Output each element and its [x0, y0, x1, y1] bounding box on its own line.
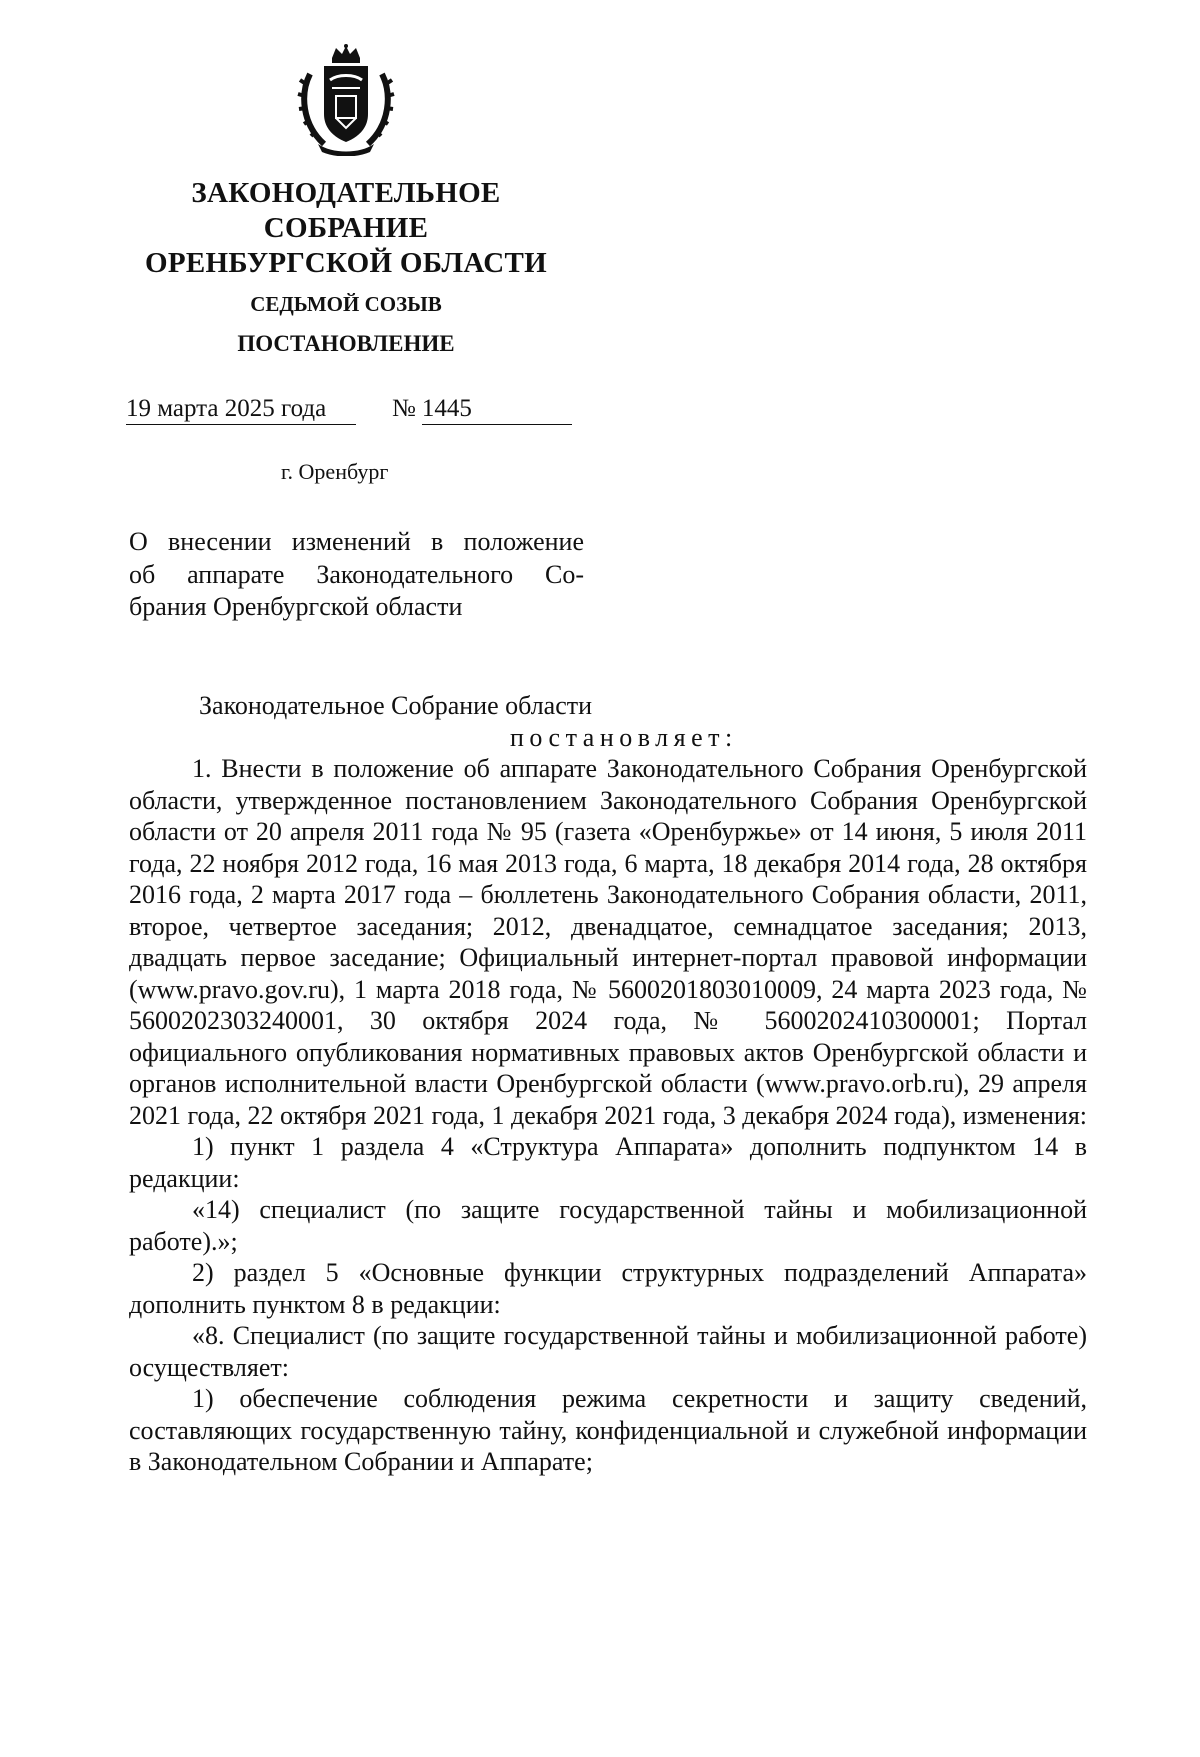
number-sign: № [392, 395, 416, 422]
assembly-line: Законодательное Собрание области [199, 691, 593, 720]
document-number-field [392, 394, 572, 425]
resolves-line: постановляет: [510, 722, 738, 752]
document-type-title: ПОСТАНОВЛЕНИЕ [237, 331, 455, 356]
org-name-line-1: ЗАКОНОДАТЕЛЬНОЕ [191, 177, 501, 209]
document-body [129, 690, 1087, 1478]
body-paragraph: 1) обеспечение соблюдения режима секретности и защиту сведений, составляющих государственную тайну, конфиденциальной и служебной информации в Законодательном Собрании и Аппарате; [129, 1384, 1087, 1476]
convocation-label: СЕДЬМОЙ СОЗЫВ [250, 292, 442, 316]
subject-line-1: О внесении изменений в положение [129, 527, 584, 556]
body-paragraph: «14) специалист (по защите государственной тайны и мобилизационной работе).»; [129, 1195, 1087, 1256]
coat-of-arms-emblem [296, 44, 396, 156]
org-name-line-3: ОРЕНБУРГСКОЙ ОБЛАСТИ [145, 247, 547, 279]
body-paragraph: 1) пункт 1 раздела 4 «Структура Аппарата» дополнить подпунктом 14 в редакции: [129, 1132, 1087, 1193]
organization-header [134, 176, 558, 358]
subject-line-3: брания Оренбургской области [129, 592, 463, 621]
org-name-line-2: СОБРАНИЕ [263, 212, 429, 244]
body-paragraph: 2) раздел 5 «Основные функции структурных подразделений Аппарата» дополнить пунктом 8 в редакции: [129, 1258, 1087, 1319]
document-number: 1445 [422, 394, 572, 425]
body-paragraph: 1. Внести в положение об аппарате Законодательного Собрания Оренбургской области, утвержденное постановлением Законодательного Собрания Оренбургской области от 20 апреля 2011 года № 95 (газета «Оренбуржье» от 14 июня, 5 июля 2011 года, 22 ноября 2012 года, 16 мая 2013 года, 6 марта, 18 декабря 2014 года, 28 октября 2016 года, 2 марта 2017 года – бюллетень Законодательного Собрания области, 2011, второе, четвертое заседания; 2012, двенадцатое, семнадцатое заседания; 2013, двадцать первое заседание; Официальный интернет-портал правовой информации (www.pravo.gov.ru), 1 марта 2018 года, № 5600201803010009, 24 марта 2023 года, № 5600202303240001, 30 октября 2024 года, № 5600202410300001; Портал официального опубликования нормативных правовых актов Оренбургской области и органов исполнительной власти Оренбургской области (www.pravo.orb.ru), 29 апреля 2021 года, 22 октября 2021 года, 1 декабря 2021 года, 3 декабря 2024 года), изменения: [129, 754, 1088, 1130]
document-date-field [126, 394, 356, 425]
subject-line-2: об аппарате Законодательного Со- [129, 559, 584, 589]
body-paragraph: «8. Специалист (по защите государственной тайны и мобилизационной работе) осуществляет: [129, 1321, 1087, 1382]
document-subject [129, 526, 584, 624]
document-city: г. Оренбург [281, 459, 389, 484]
document-date: 19 марта 2025 года [126, 394, 356, 425]
